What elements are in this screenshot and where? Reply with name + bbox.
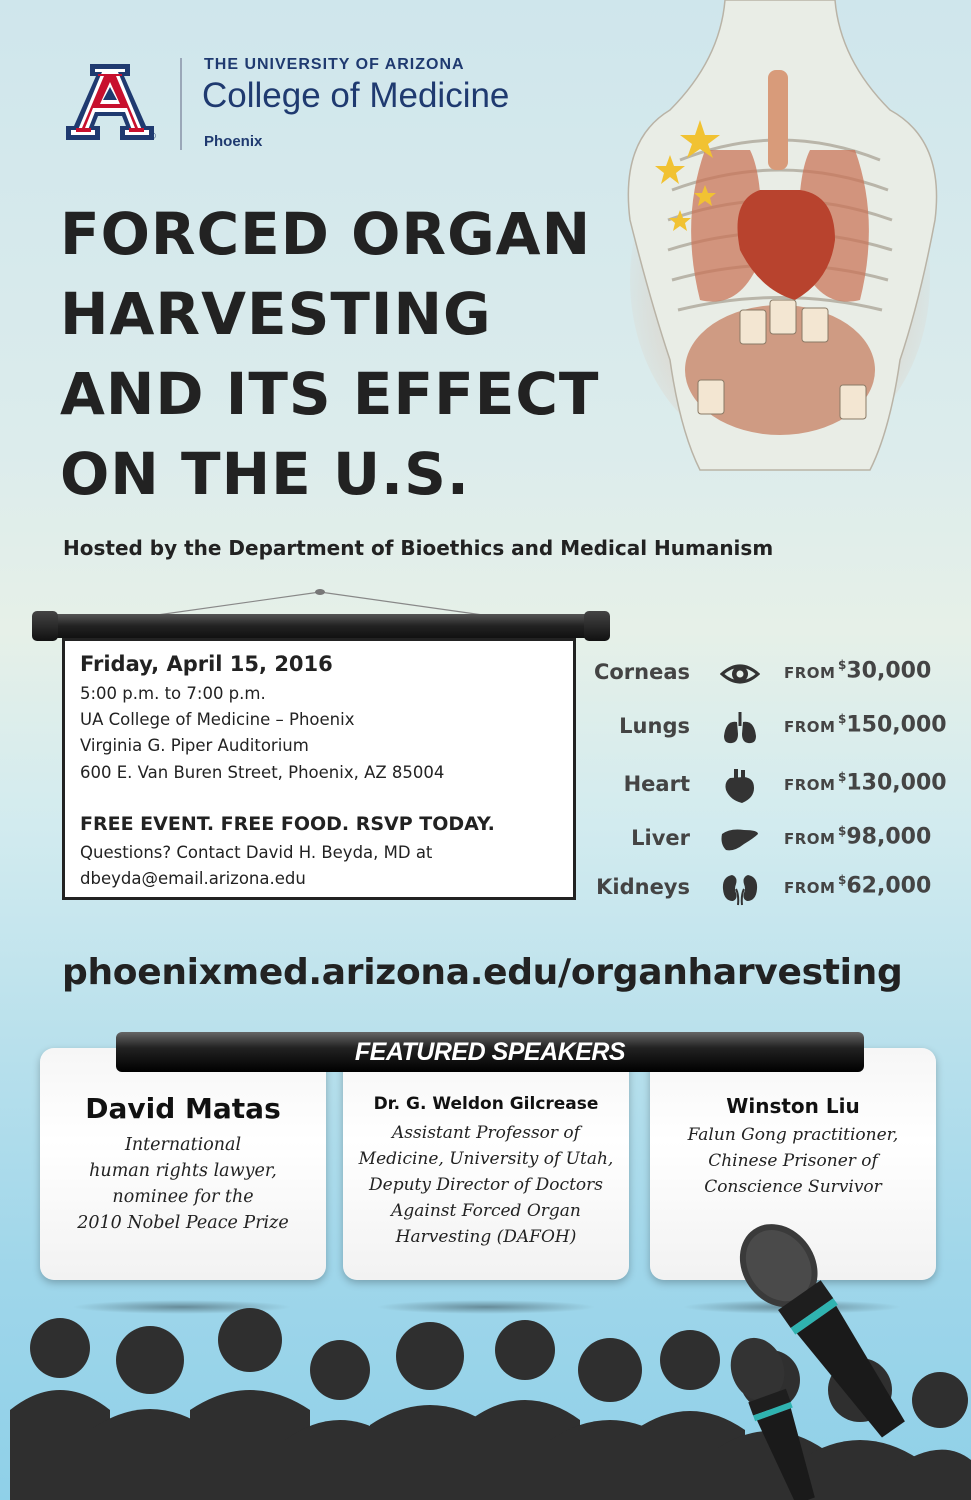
organ-price: $150,000	[838, 712, 947, 738]
eye-icon	[720, 656, 760, 692]
event-contact-email[interactable]: dbeyda@email.arizona.edu	[80, 869, 306, 888]
organ-price: $30,000	[838, 658, 932, 684]
event-url-link[interactable]: phoenixmed.arizona.edu/organharvesting	[62, 952, 903, 993]
organ-row-heart	[580, 766, 960, 806]
organ-from: FROM	[784, 776, 836, 794]
event-venue: UA College of Medicine – Phoenix	[80, 710, 355, 729]
lungs-icon	[720, 710, 760, 746]
title-line: AND ITS EFFECT	[60, 360, 600, 428]
university-name: THE UNIVERSITY OF ARIZONA	[204, 56, 465, 73]
title-line: ON THE U.S.	[60, 440, 470, 508]
speaker-name: Winston Liu	[726, 1094, 860, 1118]
event-date: Friday, April 15, 2016	[80, 652, 333, 676]
event-cta: FREE EVENT. FREE FOOD. RSVP TODAY.	[80, 813, 495, 835]
event-address: 600 E. Van Buren Street, Phoenix, AZ 85004	[80, 763, 445, 782]
title-line: HARVESTING	[60, 280, 492, 348]
campus-name: Phoenix	[204, 133, 263, 150]
speaker-name: Dr. G. Weldon Gilcrease	[373, 1094, 599, 1114]
page-title	[60, 194, 680, 514]
hosted-by: Hosted by the Department of Bioethics and Medical Humanism	[63, 536, 774, 560]
speaker-card-1	[40, 1048, 326, 1280]
speaker-card-2	[343, 1048, 629, 1280]
college-name: College of Medicine	[202, 76, 510, 115]
organ-from: FROM	[784, 879, 836, 897]
registered-mark: ®	[148, 132, 157, 142]
organ-name: Lungs	[619, 714, 690, 738]
projector-screen-roller	[34, 614, 608, 638]
microphone-icon	[730, 1200, 971, 1500]
title-line: FORCED ORGAN	[60, 200, 592, 268]
event-contact: Questions? Contact David H. Beyda, MD at	[80, 843, 433, 862]
speaker-name: David Matas	[85, 1092, 281, 1125]
heart-organ-icon	[720, 768, 760, 804]
university-of-arizona-logo-icon	[62, 60, 158, 144]
organ-name: Heart	[623, 772, 690, 796]
speakers-heading: FEATURED SPEAKERS	[354, 1038, 626, 1066]
speaker-description: International human rights lawyer, nominee for the 2010 Nobel Peace Prize	[77, 1135, 289, 1233]
event-time: 5:00 p.m. to 7:00 p.m.	[80, 684, 266, 703]
organ-from: FROM	[784, 664, 836, 682]
organ-row-lungs	[580, 708, 960, 748]
organ-price: $62,000	[838, 873, 932, 899]
liver-icon	[720, 822, 760, 858]
kidneys-icon	[720, 871, 760, 907]
logo-divider	[180, 58, 182, 150]
organ-price: $98,000	[838, 824, 932, 850]
organ-price: $130,000	[838, 770, 947, 796]
organ-row-corneas	[580, 654, 960, 694]
organ-row-kidneys	[580, 869, 960, 909]
organ-from: FROM	[784, 830, 836, 848]
organ-from: FROM	[784, 718, 836, 736]
organ-name: Liver	[631, 826, 690, 850]
speaker-description: Falun Gong practitioner, Chinese Prisoner of Conscience Survivor	[687, 1125, 899, 1197]
organ-name: Corneas	[593, 660, 690, 684]
speaker-description: Assistant Professor of Medicine, University of Utah, Deputy Director of Doctors Against Forced Organ Harvesting (DAFOH)	[358, 1123, 614, 1247]
organ-name: Kidneys	[596, 875, 690, 899]
event-room: Virginia G. Piper Auditorium	[80, 736, 309, 755]
organ-row-liver	[580, 820, 960, 860]
